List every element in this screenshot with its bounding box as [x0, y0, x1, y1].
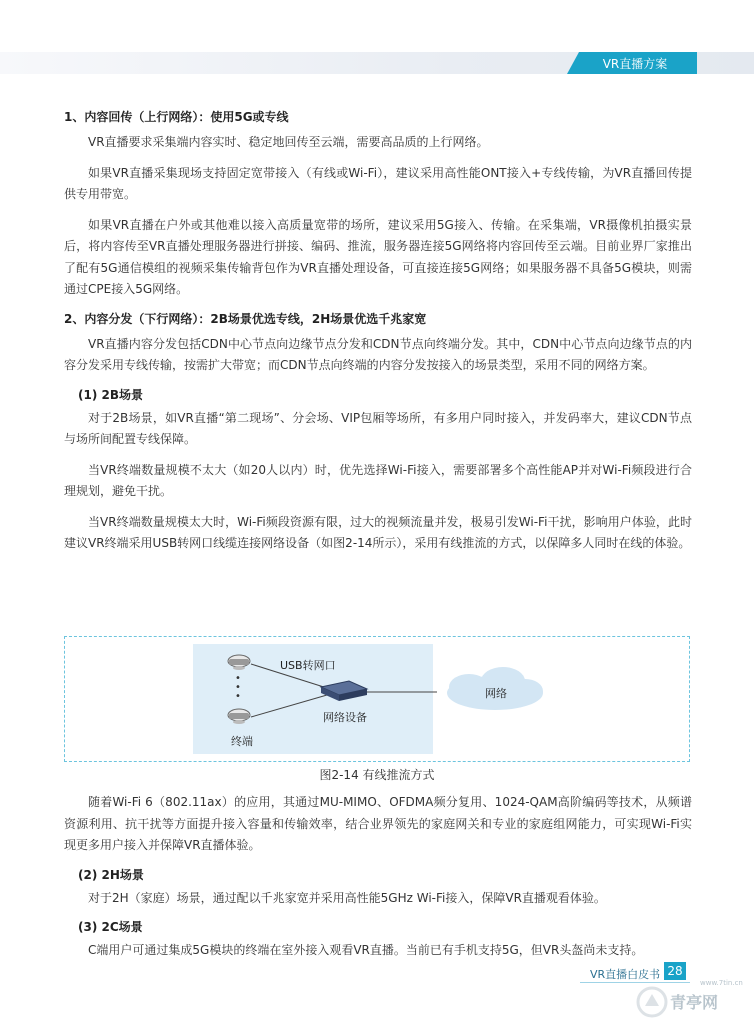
ellipsis-dot: •: [235, 691, 241, 702]
sub-2c-paragraph: C端用户可通过集成5G模块的终端在室外接入观看VR直播。当前已有手机支持5G，但VR头盔尚未支持。: [88, 943, 644, 957]
ellipsis-dot: •: [235, 682, 241, 693]
vr-headset-icon: [228, 655, 250, 670]
terminal-label: 终端: [231, 735, 253, 748]
watermark-text: 青亭网: [670, 993, 719, 1012]
cloud-label: 网络: [485, 687, 507, 700]
sub-2b-paragraph: 对于2B场景，如VR直播“第二现场”、分会场、VIP包厢等场所，有多用户同时接入，并发码率大，建议CDN节点与场所间配置专线保障。: [64, 410, 692, 446]
figure-caption: 图2-14 有线推流方式: [319, 768, 435, 782]
header-title: VR直播方案: [602, 57, 668, 71]
page-number: 28: [664, 962, 686, 980]
vr-headset-icon: [228, 709, 250, 724]
section2-heading: 2、内容分发（下行网络）：2B场景优选专线，2H场景优选千兆家宽: [64, 311, 427, 326]
usb-cable-line: [251, 695, 327, 717]
section2-paragraph: VR直播内容分发包括CDN中心节点向边缘节点分发和CDN节点向终端分发。其中，CDN中心节点向边缘节点的内容分发采用专线传输，按需扩大带宽；而CDN节点向终端的内容分发按接入的场景类型，采用不同的网络方案。: [64, 336, 692, 372]
network-device-icon: [321, 681, 367, 701]
wifi6-paragraph: 随着Wi-Fi 6（802.11ax）的应用，其通过MU-MIMO、OFDMA频分复用、1024-QAM高阶编码等技术，从频谱资源利用、抗干扰等方面提升接入容量和传输效率，结合业界领先的家庭网关和专业的家庭组网能力，可实现Wi-Fi实现更多用户接入并保障VR直播体验。: [64, 795, 692, 852]
section1-paragraph: VR直播要求采集端内容实时、稳定地回传至云端，需要高品质的上行网络。: [88, 135, 489, 149]
usb-label: USB转网口: [280, 659, 336, 672]
main-content-continued: [64, 792, 692, 971]
section1-paragraph: 如果VR直播在户外或其他难以接入高质量宽带的场所，建议采用5G接入、传输。在采集端，VR摄像机拍摄实景后，将内容传至VR直播处理服务器进行拼接、编码、推流，服务器连接5G网络将内容回传至云端。目前业界厂家推出了配有5G通信模组的视频采集传输背包作为VR直播处理设备，可直接连接5G网络；如果服务器不具备5G模块，则需通过CPE接入5G网络。: [64, 217, 692, 296]
sub-2b-heading: (1) 2B场景: [78, 387, 143, 402]
device-label: 网络设备: [323, 711, 367, 724]
figure-diagram: [65, 637, 689, 761]
sub-2h-paragraph: 对于2H（家庭）场景，通过配以千兆家宽并采用高性能5GHz Wi-Fi接入，保障VR直播观看体验。: [88, 890, 606, 905]
watermark-url: www.7tin.cn: [700, 979, 743, 987]
figure-wired-streaming: [64, 636, 690, 762]
section1-heading: 1、内容回传（上行网络）：使用5G或专线: [64, 110, 289, 124]
main-content: [64, 108, 692, 560]
ellipsis-dot: •: [235, 673, 241, 684]
sub-2b-paragraph: 当VR终端数量规模太大时，Wi-Fi频段资源有限，过大的视频流量并发，极易引发Wi-Fi干扰，影响用户体验，此时建议VR终端采用USB转网口线缆连接网络设备（如图2-14所示），采用有线推流的方式，以保障多人同时在线的体验。: [64, 514, 692, 550]
footer-title: VR直播白皮书: [590, 968, 661, 981]
section1-paragraph: 如果VR直播采集现场支持固定宽带接入（有线或Wi-Fi），建议采用高性能ONT接入+专线传输，为VR直播回传提供专用带宽。: [64, 165, 692, 201]
sub-2b-paragraph: 当VR终端数量规模不太大（如20人以内）时，优先选择Wi-Fi接入，需要部署多个高性能AP并对Wi-Fi频段进行合理规划，避免干扰。: [64, 462, 692, 498]
sub-2c-heading: (3) 2C场景: [78, 920, 143, 934]
sub-2h-heading: (2) 2H场景: [78, 867, 144, 882]
